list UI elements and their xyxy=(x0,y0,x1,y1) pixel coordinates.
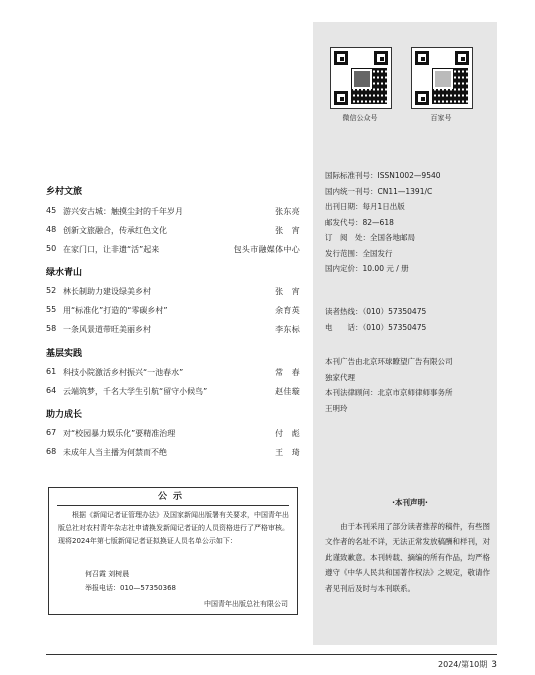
section-heading: 助力成长 xyxy=(46,410,83,420)
toc-title: 未成年人当主播为何禁而不绝 xyxy=(63,448,167,457)
toc-item[interactable] xyxy=(46,324,300,338)
toc-author: 赵佳璇 xyxy=(275,387,300,396)
toc-page-number: 48 xyxy=(46,225,57,234)
statement-title: ·本刊声明· xyxy=(392,498,428,507)
toc-page-number: 52 xyxy=(46,286,57,295)
toc-author: 张 宵 xyxy=(275,287,300,296)
toc-item[interactable] xyxy=(46,367,300,381)
toc-title: 一条风景道带旺美丽乡村 xyxy=(63,325,151,334)
notice-body: 根据《新闻记者证管理办法》及国家新闻出版署有关要求，中国青年出版总社对农村青年杂志社申请换发新闻记者证的人员资格进行了严格审核。现将2024年第七版新闻记者证拟换证人员名单公示如下： xyxy=(58,511,289,545)
baijiahao-qr[interactable] xyxy=(411,47,471,123)
publication-details xyxy=(325,168,441,277)
toc-author: 王 琦 xyxy=(275,448,300,457)
toc-author: 李东标 xyxy=(275,325,300,334)
toc-page-number: 68 xyxy=(46,447,57,456)
toc-title: 创新文旅融合，传承红色文化 xyxy=(63,226,167,235)
notice-divider xyxy=(57,505,289,506)
qr-label: 微信公众号 xyxy=(342,114,378,122)
toc-title: 科技小院激活乡村振兴“一池春水” xyxy=(63,368,184,377)
info-date: 出刊日期：每月1日出版 xyxy=(325,202,405,211)
qr-label: 百家号 xyxy=(430,114,452,122)
toc-item[interactable] xyxy=(46,225,300,239)
toc-page-number: 58 xyxy=(46,324,57,333)
wechat-qr-code-icon xyxy=(330,47,392,109)
info-distribution: 发行范围：全国发行 xyxy=(325,248,393,258)
notice-names: 何召霞 刘树晨 xyxy=(85,570,130,578)
statement-body: 由于本刊采用了部分读者推荐的稿件，有些图文作者的名址不详，无法正常发放稿酬和样刊，对此谨致歉意。本刊转载、摘编的所有作品，均严格遵守《中华人民共和国著作权法》之规定，敬请作者见刊后及时与本刊联系。 xyxy=(325,521,490,593)
toc-author: 张东亮 xyxy=(275,207,300,216)
footer-rule xyxy=(46,654,497,655)
toc-author: 常 春 xyxy=(275,368,300,377)
ad-agent: 本刊广告由北京环球瞭望广告有限公司 xyxy=(325,357,453,366)
issue-label: 2024/第10期 xyxy=(438,660,488,669)
toc-title: 林长制助力建设绿美乡村 xyxy=(63,287,151,296)
toc-item[interactable] xyxy=(46,447,300,461)
notice-title: 公示 xyxy=(157,492,188,502)
toc-page-number: 67 xyxy=(46,428,57,437)
info-cn: 国内统一刊号：CN11—1391/C xyxy=(325,186,433,196)
section-heading: 乡村文旅 xyxy=(46,187,83,197)
toc-item[interactable] xyxy=(46,386,300,400)
toc-author: 余育英 xyxy=(275,306,300,315)
ad-agent-cont: 独家代理 xyxy=(325,372,355,382)
toc-author: 付 彪 xyxy=(275,429,300,438)
legal-advisor: 本刊法律顾问：北京市京师律师事务所 xyxy=(325,388,453,397)
section-heading: 绿水青山 xyxy=(46,268,83,278)
wechat-qr[interactable] xyxy=(330,47,390,123)
phone: 电 话：（010）57350475 xyxy=(325,322,427,332)
toc-page-number: 45 xyxy=(46,206,57,215)
page-number: 3 xyxy=(491,660,497,670)
toc-item[interactable] xyxy=(46,305,300,319)
baijiahao-qr-code-icon xyxy=(411,47,473,109)
contact-details xyxy=(325,304,426,335)
toc-item[interactable] xyxy=(46,206,300,220)
info-price: 国内定价：10.00 元 / 册 xyxy=(325,264,409,273)
notice-phone: 举报电话：010—57350368 xyxy=(85,584,176,592)
toc-item[interactable] xyxy=(46,428,300,442)
agent-legal-info xyxy=(325,354,493,416)
reader-hotline: 读者热线：（010）57350475 xyxy=(325,307,427,316)
toc-item[interactable] xyxy=(46,286,300,300)
section-heading: 基层实践 xyxy=(46,349,83,359)
toc-title: 在家门口，让非遗“活”起来 xyxy=(63,245,160,254)
toc-item[interactable] xyxy=(46,244,300,258)
toc-author: 包头市融媒体中心 xyxy=(233,245,300,254)
publication-info-panel xyxy=(313,22,497,645)
toc-title: 游兴安古城：触摸尘封的千年岁月 xyxy=(63,207,183,216)
page-footer xyxy=(438,659,497,670)
toc-page-number: 61 xyxy=(46,367,57,376)
magazine-statement xyxy=(325,495,495,596)
info-subscription: 订 阅 处：全国各地邮局 xyxy=(325,233,415,242)
toc-title: 对“校园暴力娱乐化”要精准治理 xyxy=(63,429,176,438)
info-postcode: 邮发代号：82—618 xyxy=(325,217,394,227)
notice-signature: 中国青年出版总社有限公司 xyxy=(204,600,288,608)
public-notice-box xyxy=(48,487,298,615)
legal-advisor-name: 王明玲 xyxy=(325,403,348,413)
toc-page-number: 55 xyxy=(46,305,57,314)
toc-page-number: 50 xyxy=(46,244,57,253)
toc-page-number: 64 xyxy=(46,386,57,395)
toc-title: 云端筑梦，千名大学生引航“留守小候鸟” xyxy=(63,387,208,396)
toc-title: 用“标准化”打造的“零碳乡村” xyxy=(63,306,168,315)
info-issn: 国际标准刊号：ISSN1002—9540 xyxy=(325,171,441,180)
toc-author: 张 宵 xyxy=(275,226,300,235)
